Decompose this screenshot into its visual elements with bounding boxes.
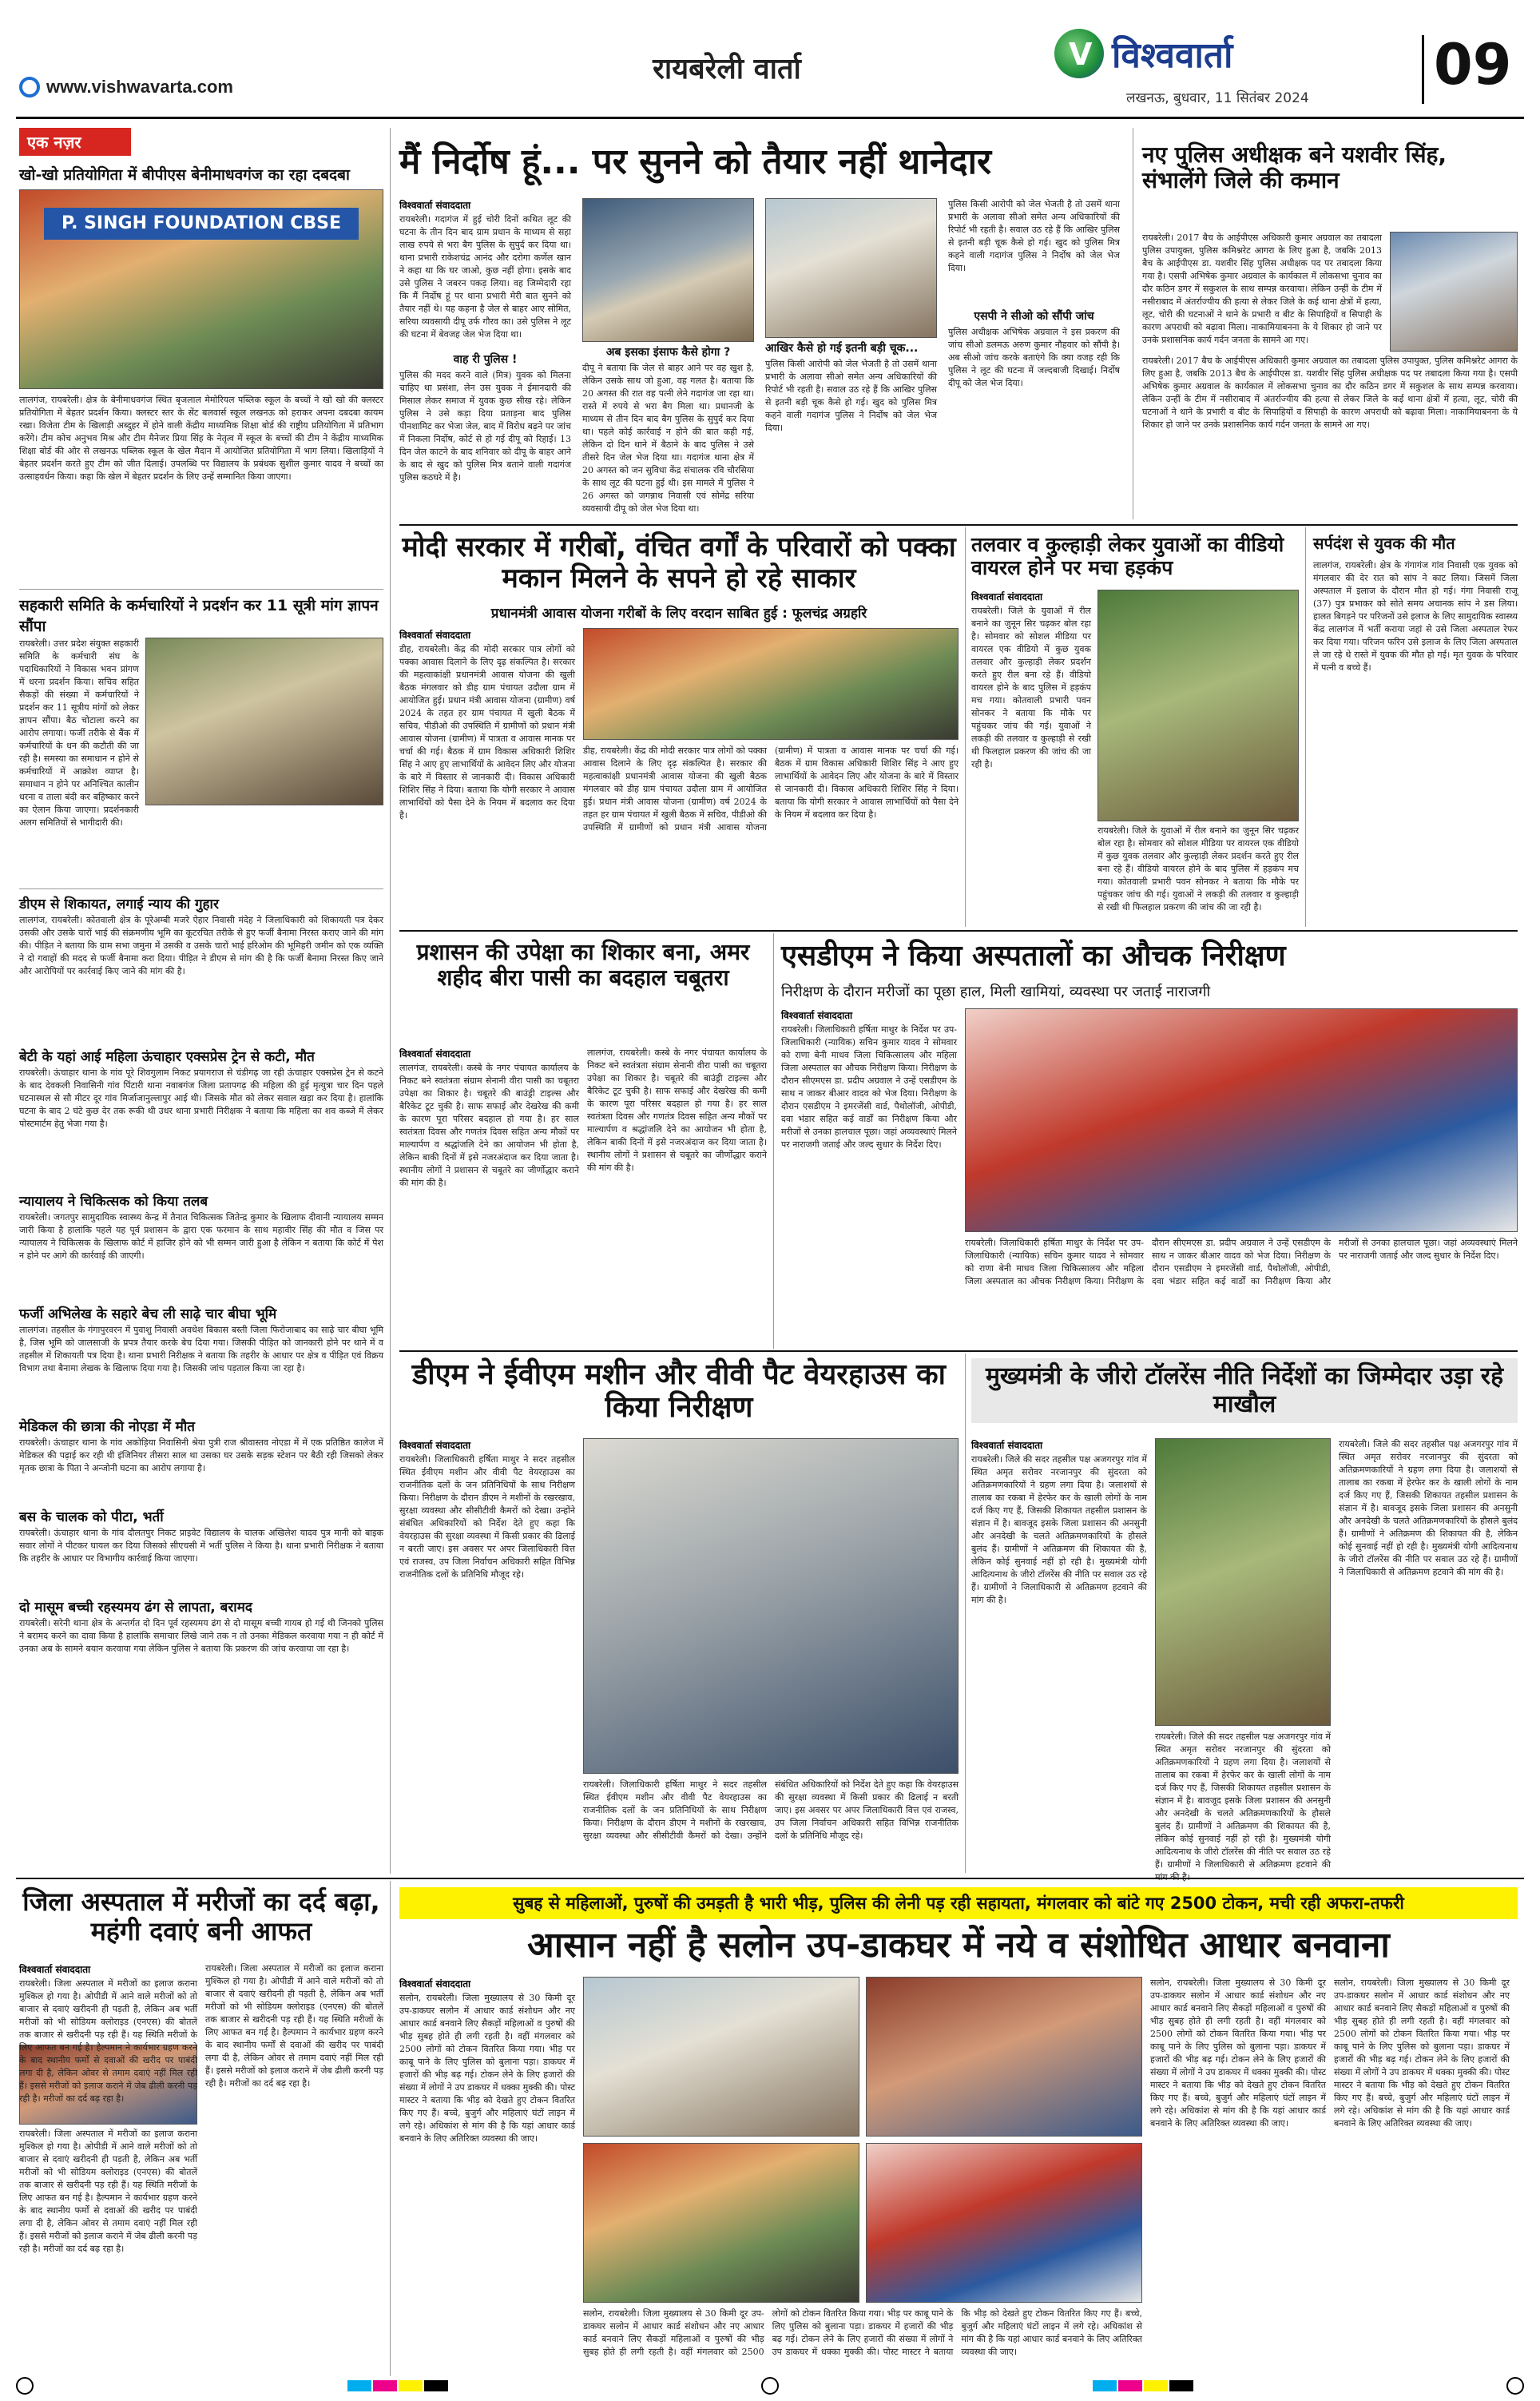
lead-body1: रायबरेली। गदागंज में हुई चोरी दिनों कथित लूट की घटना के तीन दिन बाद ग्राम प्रधान के माध्यम से सहा लाख रुपये से भरा बैग पुलिस के सुपुर्द कर दिया था। थाना प्रभारी राकेशचंद्र आनंद और दरोगा कर्णेल खान ने कहा था कि घर जाओ, कुछ नहीं होगा। इसके बाद उसे पुलिस ने जबरन पकड़ लिया। वह जिम्मेदारी रहा कि मैं निर्दोष हूं पर थाना प्रभारी मेरी बात सुनने को तैयार नहीं थे। यह कहना है जेल से बाहर आए सोमित, सरिया व्यवसायी दीपू उर्फ गौरव का। उसे पुलिस ने लूट की घटना में बेवजह जेल भेज दिया था।: [399, 214, 571, 340]
brief2-body: रायबरेली। ऊंचाहार थाना के गांव पूरे शिवगुलाम निकट प्रयागराज से चंडीगढ़ जा रही ऊंचाहार एक्सप्रेस ट्रेन से कटने के बाद देवकली निवासिनी गांव पिंटारी थाना नवाबगंज जिला प्रतापगढ़ की महिला की हुई मृत्युत्रा चार दिन पहले घटनास्थल से सौ मीटर दूर गांव मिर्जाजानुल्लापुर आई थी। जिसके मौत को लेकर सवाल खड़ा कर दिया है। हालांकि घटना के बाद 2 घंटे कुछ देर तक रूकी थी उधर थाना प्रभारी निरीक्षक ने बताया कि महिला का शव कब्जे में लेकर पोस्टमार्टम हेतु भेजा गया है।: [19, 1067, 383, 1129]
lead-body4b: पुलिस किसी आरोपी को जेल भेजती है तो उसमें थाना प्रभारी के अलावा सीओ समेत अन्य अधिकारियों की रिपोर्ट भी रहती है। सवाल उठ रहे हैं कि आखिर पुलिस से इतनी बड़ी चूक कैसे हो गई। खुद को पुलिस मित्र कहने वाली गदागंज पुलिस ने निर्दोष को जेल भेज दिया।: [948, 199, 1120, 273]
pm-subhead: प्रधानमंत्री आवास योजना गरीबों के लिए वरदान साबित हुई : फूलचंद्र अग्रहरि: [490, 606, 867, 622]
lead-body5: पुलिस अधीक्षक अभिषेक अग्रवाल ने इस प्रकरण की जांच सीओ डलमऊ अरुण कुमार नौहवार को सौंपी है। अब सीओ जांच करके बताएंगे कि क्या वजह रही कि पुलिस ने लूट की घटना में जल्दबाजी दिखाई। निर्दोष दीपू को जेल भेज दिया।: [948, 327, 1120, 388]
lead-photo-1: [582, 198, 754, 342]
lead-body2: पुलिस की मदद करने वाले (मित्र) युवक को मिलना चाहिए था प्रसंशा, लेन उस युवक ने ईमानदारी की मिसाल लेकर समाज में युवक कुछ सीख रहे। लेकिन पुलिस ने उसे कड़ा दिया प्रताड़ना बाद पुलिस पीनशामिट कर भेजा जेल, बाद में विरोध बढ़ने पर जांच में निकला निर्दोष, कोर्ट से हो गई दीपू को रिहाई। 13 दिन जेल काटने के बाद शनिवार को दीपू के बाहर आने के बाद से खुद को पुलिस मित्र बताने वाली गदागंज पुलिस कठघरे में है।: [399, 370, 571, 483]
viral-video-photo: [1097, 590, 1299, 821]
viral-body: रायबरेली। जिले के युवाओं में रील बनाने का जुनून सिर चढ़कर बोल रहा है। सोमवार को सोशल मीडिया पर वायरल एक वीडियो में कुछ युवक तलवार और कुल्हाड़ी लेकर प्रदर्शन करते हुए रील बना रहे हैं। वीडियो वायरल होने के बाद पुलिस में हड़कंप मच गया। कोतवाली प्रभारी पवन सोनकर ने बताया कि मौके पर पहुंचकर जांच की गई। युवाओं ने लकड़ी की तलवार व कुल्हाड़ी से रखी थी फिलहाल प्रकरण की जांच की जा रही है।: [971, 606, 1091, 769]
birapasi-headline: प्रशासन की उपेक्षा का शिकार बना, अमर शहीद बीरा पासी का बदहाल चबूतरा: [416, 939, 750, 992]
cm-headline-box: [971, 1358, 1518, 1423]
sdm-subhead: निरीक्षण के दौरान मरीजों का पूछा हाल, मिली खामियां, व्यवस्था पर जताई नाराजगी: [781, 984, 1211, 1000]
aadhaar-byline: विश्ववार्ता संवाददाता: [399, 1978, 471, 1990]
evm-story: [399, 1438, 959, 1870]
internet-explorer-icon: [19, 77, 40, 97]
story1-body: लालगंज, रायबरेली। क्षेत्र के बेनीमाधवगंज स्थित बृजलाल मेमोरियल पब्लिक स्कूल के बच्चों ने खो खो की क्लस्टर प्रतियोगिता में बेहतर प्रदर्शन किया। क्लस्टर स्तर के सेंट बलवार्स स्कूल लखनऊ को हराकर अपना दबदबा कायम रखा। विजेता टीम के खिलाड़ी अब्दुहर में होने वाली केंद्रीय माध्यमिक शिक्षा बोर्ड की राष्ट्रीय प्रतियोगिता में प्रतिभाग करेंगे। टीम कोच अनुभव मिश्र और टीम मैनेजर प्रिया सिंह के नेतृत्व में स्कूल के बच्चों की टीम ने केंद्रीय माध्यमिक शिक्षा बोर्ड की ओर से लखनऊ पब्लिक स्कूल के खेल मैदान में आयोजित प्रतियोगिता में भाग लिया। खिलाड़ियों ने बेहतर प्रदर्शन करते हुए टीम को जीत दिलाई। उपलब्धि पर विद्यालय के प्रबंधक सुशील कुमार यादव ने बच्चों का उत्साहवर्धन किया। कहा कि खेल में बेहतर प्रदर्शन के लिए उन्हें सम्मानित किया जाएगा।: [19, 395, 383, 482]
banner-text: P. SINGH FOUNDATION CBSE: [44, 208, 359, 240]
sdm-byline: विश्ववार्ता संवाददाता: [781, 1010, 853, 1021]
paper-logo: [1054, 29, 1232, 78]
website-link[interactable]: [19, 77, 233, 97]
viral-byline: विश्ववार्ता संवाददाता: [971, 591, 1043, 602]
registration-strip: [16, 2378, 1524, 2394]
crowd-photo-2: [866, 2143, 1142, 2303]
viral-body-cont: रायबरेली। जिले के युवाओं में रील बनाने का जुनून सिर चढ़कर बोल रहा है। सोमवार को सोशल मीडिया पर वायरल एक वीडियो में कुछ युवक तलवार और कुल्हाड़ी लेकर प्रदर्शन करते हुए रील बना रहे हैं। वीडियो वायरल होने के बाद पुलिस में हड़कंप मच गया। कोतवाली प्रभारी पवन सोनकर ने बताया कि मौके पर पहुंचकर जांच की गई। युवाओं ने लकड़ी की तलवार व कुल्हाड़ी से रखी थी फिलहाल प्रकरण की जांच की जा रही है।: [1097, 825, 1299, 912]
sp-body-cont: रायबरेली। 2017 बैच के आईपीएस अधिकारी कुमार अग्रवाल का तबादला पुलिस उपायुक्त, पुलिस कमिश्नरेट आगरा के लिए हुआ है, जबकि 2013 बैच के आईपीएस डा. यशवीर सिंह पुलिस अधीक्षक पद पर तबादला किया गया है। एसपी अभिषेक कुमार अग्रवाल के कार्यकाल में लोकसभा चुनाव का दौर कठिन डगर में सकुशल के साथ सम्पन्न करवाया। लेकिन उन्हीं के टीम में नसीराबाद में अंतर्राज्यीय की हत्या से लेकर जिले के कई थाना क्षेत्रों में हत्या, लूट, चोरी की घटनाओं ने थाने के प्रभारी व बीट के सिपाहियों व सिपाही के कारण अपराधी को बढ़ावा मिला। नाकामियाबनना के ये शिकार हो जाने पर उनके प्रशासनिक कार्य गर्दन जनता के सामने आ गए।: [1142, 356, 1518, 430]
dateline: लखनऊ, बुधवार, 11 सितंबर 2024: [1126, 90, 1309, 106]
paper-name: विश्ववार्ता: [1112, 35, 1233, 76]
ek-nazar-label: एक नज़र: [19, 128, 131, 156]
cm-body: रायबरेली। जिले की सदर तहसील पक्ष अजगरपुर गांव में स्थित अमृत सरोवर नरजानपुर की सुंदरता को अतिक्रमणकारियों ने ग्रहण लगा दिया है। जलाशयों से तालाब का रकबा में हेरफेर कर के खाली लोगों के नाम दर्ज किए गए हैं, जिसकी शिकायत तहसील प्रशासन के संज्ञान में है। बावजूद इसके जिला प्रशासन की अनसुनी और अनदेखी के चलते अतिक्रमणकारियों के हौसले बुलंद हैं। ग्रामीणों ने अतिक्रमण की शिकायत की है, लेकिन कोई सुनवाई नहीं हो रही है। मुख्यमंत्री योगी आदित्यनाथ के जीरो टॉलरेंस की नीति पर सवाल उठ रहे हैं। ग्रामीणों ने जिलाधिकारी से अतिक्रमण हटवाने की मांग की है।: [971, 1454, 1147, 1605]
pm-meeting-photo: [583, 628, 959, 740]
pm-body: डीह, रायबरेली। केंद्र की मोदी सरकार पात्र लोगों को पक्का आवास दिलाने के लिए दृढ़ संकल्पित है। सरकार की महत्वाकांक्षी प्रधानमंत्री आवास योजना की खुली बैठक मंगलवार को डीह ग्राम पंचायत उदौला ग्राम में आयोजित हुई। प्रधान मंत्री आवास योजना (ग्रामीण) वर्ष 2024 के तहत हर ग्राम पंचायत में खुली बैठक में सचिव, पीडीओ की उपस्थिति में ग्रामीणों को प्रधान मंत्री आवास योजना (ग्रामीण) में पात्रता व आवास मानक पर चर्चा की गई। बैठक में ग्राम विकास अधिकारी शिशिर सिंह ने आए हुए लाभार्थियों के आवेदन लिए और योजना के बारे में विस्तार से जानकारी दी। विकास अधिकारी शिशिर सिंह ने दिया। बताया कि योगी सरकार ने आवास लाभार्थियों को पैसा देने के नियम में बदलाव कर दिया है।: [399, 644, 575, 821]
brief6-headline: बस के चालक को पीटा, भर्ती: [19, 1509, 164, 1525]
birapasi-body-cont: लालगंज, रायबरेली। कस्बे के नगर पंचायत कार्यालय के निकट बने स्वतंत्रता संग्राम सेनानी वीरा पासी का चबूतरा उपेक्षा का शिकार है। चबूतरे की बाउंड्री टाइल्स और बैरिकेट टूट चुकी है। साफ सफाई और देखरेख की कमी के कारण पूरा परिसर बदहाल हो गया है। हर साल स्वतंत्रता दिवस और गणतंत्र दिवस सहित अन्य मौकों पर माल्यार्पण व श्रद्धांजलि देने का आयोजन भी होता है, लेकिन बाकी दिनों में इसे नजरअंदाज कर दिया जाता है। स्थानीय लोगों ने प्रशासन से चबूतरे का जीर्णोद्धार कराने की मांग की है।: [587, 1047, 767, 1173]
story2-body: रायबरेली। उत्तर प्रदेश संयुक्त सहकारी समिति के कर्मचारी संघ के पदाधिकारियों ने विकास भवन प्रांगण में धरना प्रदर्शन किया। सचिव सहित सैकड़ों की संख्या में कर्मचारियों ने प्रदर्शन कर 11 सूत्रीय मांगों को लेकर ज्ञापन सौंपा। बैठ चोटाला करने का आरोप लगाया। फर्जी तरीके से बैंक में कर्मचारियों के धन की कटौती की जा रही है। समस्या का समाधान न होने से कर्मचारियों में आक्रोश व्याप्त है। समाधान न होने पर अनिश्चित कालीन धरना व ताला बंदी कर बहिष्कार करने का ऐलान किया जाएगा। प्रदर्शनकारी अलग समितियों से भागीदारी की।: [19, 638, 139, 828]
evm-byline: विश्ववार्ता संवाददाता: [399, 1440, 471, 1451]
lead-sub3: आखिर कैसे हो गई इतनी बड़ी चूक...: [765, 342, 919, 355]
left-column: [19, 128, 383, 1874]
brief2-headline: बेटी के यहां आई महिला ऊंचाहार एक्सप्रेस ट्रेन से कटी, मौत: [19, 1049, 315, 1065]
lead-sub2: अब इसका इंसाफ कैसे होगा ?: [605, 346, 731, 359]
protest-photo: [145, 638, 383, 805]
registration-mark-icon: [16, 2377, 34, 2395]
cm-story: [971, 1438, 1518, 1870]
lead-photo-2: [765, 198, 937, 338]
sdm-body-cont: रायबरेली। जिलाधिकारी हर्षिता माथुर के निर्देश पर उप-जिलाधिकारी (न्यायिक) सचिन कुमार यादव ने सोमवार को राणा बेनी माधव जिला चिकित्सालय और महिला जिला अस्पताल का औचक निरीक्षण किया। निरीक्षण के दौरान सीएमएस डा. प्रदीप अग्रवाल ने उन्हें एसडीएम के साथ न जाकर बीआर वादव को भेज दिया। निरीक्षण के दौरान एसडीएम ने इमरजेंसी वार्ड, पैथोलॉजी, ओपीडी, दवा भंडार सहित कई वार्डों का निरीक्षण किया और मरीजों से उनका हालचाल पूछा। जहां अव्यवस्थाएं मिलने पर नाराजगी जताई और जल्द सुधार के निर्देश दिए।: [965, 1238, 1518, 1286]
aadhaar-body-cont3: सलोन, रायबरेली। जिला मुख्यालय से 30 किमी दूर उप-डाकघर सलोन में आधार कार्ड संशोधन और नए आधार कार्ड बनवाने लिए सैकड़ों महिलाओं व पुरुषों की भीड़ सुबह होते ही लगी रहती है। वहीं मंगलवार को 2500 लोगों को टोकन वितरित किया गया। भीड़ पर काबू पाने के लिए पुलिस को बुलाना पड़ा। डाकघर में हजारों की भीड़ बढ़ गई। टोकन लेने के लिए हजारों की संख्या में लोगों ने उप डाकघर में धक्का मुक्की की। पोस्ट मास्टर ने बताया कि भीड़ को देखते हुए टोकन वितरित किए गए हैं। बच्चे, बुजुर्ग और महिलाएं घंटों लाइन में लगे रहे। अधिकांश से मांग की है कि यहां आधार कार्ड बनवाने के लिए अतिरिक्त व्यवस्था की जाए।: [1334, 1978, 1510, 2129]
birapasi-byline: विश्ववार्ता संवाददाता: [399, 1048, 471, 1059]
hospital-body: रायबरेली। जिला अस्पताल में मरीजों का इलाज कराना मुश्किल हो गया है। ओपीडी में आने वाले मरीजों को तो बाजार से दवाएं खरीदनी ही पड़ती है, लेकिन अब भर्ती मरीजों को भी सोडियम क्लोराइड (एनएस) की बोतलें तक बाजार से खरीदनी पड़ रही हैं। यह स्थिति मरीजों के लिए आफत बन गई है। हैल्पमान ने कार्यभार ग्रहण करने के बाद स्थानीय फर्मों से दवाओं की खरीद पर पाबंदी लगा दी है, लेकिन ओवर से तमाम दवाएं नहीं मिल रही हैं। इससे मरीजों को इलाज कराने में जेब ढीली करनी पड़ रही है। मरीजों का दर्द बढ़ रहा है।: [19, 1978, 197, 2104]
cm-byline: विश्ववार्ता संवाददाता: [971, 1440, 1043, 1451]
color-bar: [347, 2380, 448, 2391]
brief7-body: रायबरेली। सरेनी थाना क्षेत्र के अन्तर्गत दो दिन पूर्व रहस्यमय ढंग से दो मासूम बच्ची गायब हो गई थी जिनको पुलिस ने बरामद करने का दावा किया है हालांकि समाचार लिखे जाने तक न तो उनका मेडिकल करवाया गया न ही कोर्ट में उनका अब के सामने बयान करवाया गया लेकिन पुलिस ने बताया कि प्रकरण की जांच करवाया जा रहा है।: [19, 1618, 383, 1654]
queue-photo: [583, 2143, 859, 2303]
story2-headline: सहकारी समिति के कर्मचारियों ने प्रदर्शन कर 11 सूत्री मांग ज्ञापन सौंपा: [19, 597, 379, 635]
hospital-body-cont: रायबरेली। जिला अस्पताल में मरीजों का इलाज कराना मुश्किल हो गया है। ओपीडी में आने वाले मरीजों को तो बाजार से दवाएं खरीदनी ही पड़ती है, लेकिन अब भर्ती मरीजों को भी सोडियम क्लोराइड (एनएस) की बोतलें तक बाजार से खरीदनी पड़ रही हैं। यह स्थिति मरीजों के लिए आफत बन गई है। हैल्पमान ने कार्यभार ग्रहण करने के बाद स्थानीय फर्मों से दवाओं की खरीद पर पाबंदी लगा दी है, लेकिन ओवर से तमाम दवाएं नहीं मिल रही हैं। इससे मरीजों को इलाज कराने में जेब ढीली करनी पड़ रही है। मरीजों का दर्द बढ़ रहा है।: [19, 2129, 197, 2254]
lead-body3: दीपू ने बताया कि जेल से बाहर आने पर वह खुश है, लेकिन उसके साथ जो हुआ, वह गलत है। बताया कि 20 अगस्त की रात वह पत्नी लेने गदागंज जा रहा था। रास्ते में रुपये से भरा बैग मिला था। प्रधानजी के माध्यम से तीन दिन बाद बैग पुलिस के सुपुर्द कर दिया था। पहले कोई कार्रवाई न होने की बात कही गई, लेकिन दो दिन थाने में बैठाने के बाद पुलिस ने उसे तीसरे दिन जेल भेज दिया था। गदागंज थाना क्षेत्र में 20 अगस्त को जन सुविधा केंद्र संचालक रवि चौरसिया के साथ लूट की घटना हुई थी। इस मामले में पुलिस ने 26 अगस्त को जगन्नाथ निवासी एवं सोमेंद्र सरिया व्यवसायी दीपू को जेल भेज दिया था।: [582, 363, 754, 514]
pm-body-cont: डीह, रायबरेली। केंद्र की मोदी सरकार पात्र लोगों को पक्का आवास दिलाने के लिए दृढ़ संकल्पित है। सरकार की महत्वाकांक्षी प्रधानमंत्री आवास योजना की खुली बैठक मंगलवार को डीह ग्राम पंचायत उदौला ग्राम में आयोजित हुई। प्रधान मंत्री आवास योजना (ग्रामीण) वर्ष 2024 के तहत हर ग्राम पंचायत में खुली बैठक में सचिव, पीडीओ की उपस्थिति में ग्रामीणों को प्रधान मंत्री आवास योजना (ग्रामीण) में पात्रता व आवास मानक पर चर्चा की गई। बैठक में ग्राम विकास अधिकारी शिशिर सिंह ने आए हुए लाभार्थियों के आवेदन लिए और योजना के बारे में विस्तार से जानकारी दी। विकास अधिकारी शिशिर सिंह ने दिया। बताया कि योगी सरकार ने आवास लाभार्थियों को पैसा देने के नियम में बदलाव कर दिया है।: [583, 745, 959, 833]
pm-story: [399, 628, 959, 924]
pm-byline: विश्ववार्ता संवाददाता: [399, 630, 471, 641]
sp-body: रायबरेली। 2017 बैच के आईपीएस अधिकारी कुमार अग्रवाल का तबादला पुलिस उपायुक्त, पुलिस कमिश्नरेट आगरा के लिए हुआ है, जबकि 2013 बैच के आईपीएस डा. यशवीर सिंह पुलिस अधीक्षक पद पर तबादला किया गया है। एसपी अभिषेक कुमार अग्रवाल के कार्यकाल में लोकसभा चुनाव का दौर कठिन डगर में सकुशल के साथ सम्पन्न करवाया। लेकिन उन्हीं के टीम में नसीराबाद में अंतर्राज्यीय की हत्या से लेकर जिले के कई थाना क्षेत्रों में हत्या, लूट, चोरी की घटनाओं ने थाने के प्रभारी व बीट के सिपाहियों व सिपाही के कारण अपराधी को बढ़ावा मिला। नाकामियाबनना के ये शिकार हो जाने पर उनके प्रशासनिक कार्य गर्दन जनता के सामने आ गए।: [1142, 233, 1382, 345]
brief6-body: रायबरेली। ऊंचाहार थाना के गांव दौलतपुर निकट प्राइवेट विद्यालय के चालक अखिलेश यादव पुत्र मानी को बाइक सवार लोगों ने पीटकर घायल कर दिया जिसको सीएचसी में भर्ती पुलिस ने किया है। थाना प्रभारी निरीक्षक ने बताया कि तहरीर के आधार पर विभागीय कार्रवाई किया जाएगा।: [19, 1528, 383, 1564]
aadhaar-body-cont2: सलोन, रायबरेली। जिला मुख्यालय से 30 किमी दूर उप-डाकघर सलोन में आधार कार्ड संशोधन और नए आधार कार्ड बनवाने लिए सैकड़ों महिलाओं व पुरुषों की भीड़ सुबह होते ही लगी रहती है। वहीं मंगलवार को 2500 लोगों को टोकन वितरित किया गया। भीड़ पर काबू पाने के लिए पुलिस को बुलाना पड़ा। डाकघर में हजारों की भीड़ बढ़ गई। टोकन लेने के लिए हजारों की संख्या में लोगों ने उप डाकघर में धक्का मुक्की की। पोस्ट मास्टर ने बताया कि भीड़ को देखते हुए टोकन वितरित किए गए हैं। बच्चे, बुजुर्ग और महिलाएं घंटों लाइन में लगे रहे। अधिकांश से मांग की है कि यहां आधार कार्ड बनवाने के लिए अतिरिक्त व्यवस्था की जाए।: [1150, 1978, 1326, 2129]
story1-headline: खो-खो प्रतियोगिता में बीपीएस बेनीमाधवगंज का रहा दबदबा: [19, 166, 350, 184]
color-bar: [1093, 2380, 1193, 2391]
brief4-body: लालगंज। तहसील के गंगापुरवरन में पुवाशु निवासी अवधेश बिकास बस्ती जिला फिरोजाबाद का साढ़े चार बीघा भूमि है, जिस भूमि को जालसाजी के प्रपत्र तैयार करके बेच दिया गया। जिसकी पीड़ित को जानकारी होने पर थाने में व तहसील में शिकायती पत्र दिया है। थाना प्रभारी निरीक्षक ने बताया कि तहरीर के आधार पर क्षेत्र व पीड़ित एवं विक्रय विभाग तथा बैनामा लेखक के खिलाफ दिया गया है। जिसकी जांच पड़ताल किया जा रहा है।: [19, 1325, 383, 1373]
aadhaar-story: [399, 1977, 1518, 2370]
lead-story-body: [399, 198, 1126, 518]
sp-portrait-photo: [1390, 232, 1518, 352]
pm-headline: मोदी सरकार में गरीबों, वंचित वर्गों के परिवारों को पक्का मकान मिलने के सपने हो रहे साकार: [402, 531, 956, 595]
crowd-photo: [866, 1977, 1142, 2137]
brief5-headline: मेडिकल की छात्रा की नोएडा में मौत: [19, 1419, 195, 1435]
cm-body-cont2: रायबरेली। जिले की सदर तहसील पक्ष अजगरपुर गांव में स्थित अमृत सरोवर नरजानपुर की सुंदरता को अतिक्रमणकारियों ने ग्रहण लगा दिया है। जलाशयों से तालाब का रकबा में हेरफेर कर के खाली लोगों के नाम दर्ज किए गए हैं, जिसकी शिकायत तहसील प्रशासन के संज्ञान में है। बावजूद इसके जिला प्रशासन की अनसुनी और अनदेखी के चलते अतिक्रमणकारियों के हौसले बुलंद हैं। ग्रामीणों ने अतिक्रमण की शिकायत की है, लेकिन कोई सुनवाई नहीं हो रही है। मुख्यमंत्री योगी आदित्यनाथ के जीरो टॉलरेंस की नीति पर सवाल उठ रहे हैं। ग्रामीणों ने जिलाधिकारी से अतिक्रमण हटवाने की मांग की है।: [1339, 1439, 1518, 1577]
brief4-headline: फर्जी अभिलेख के सहारे बेच ली साढ़े चार बीघा भूमि: [19, 1306, 277, 1322]
lead-sub1: वाह री पुलिस !: [453, 353, 518, 366]
registration-mark-icon: [1506, 2377, 1524, 2395]
post-office-photo: [583, 1977, 859, 2137]
brief1-body: लालगंज, रायबरेली। कोतवाली क्षेत्र के पूरेअम्बी मजरे ऐहार निवासी मंदेह ने जिलाधिकारी को शिकायती पत्र देकर उसकी और उसके चारों भाई की संक्रमणीय भूमि का कूटरचित तरीके से हुए फर्जी बैनामा निरस्त कराए जाने की मांग की। पीड़ित ने बताया कि ग्राम सभा जमुना में उसकी व उसके चारों भाई हरिओम की भूमिहरी जमीन को एक व्यक्ति ने दो गवाहों की मदद से फर्जी बैनामा करा दिया। पीड़ित ने डीएम से मांग की है कि फर्जी बैनामा निरस्त किए जाने और आरोपियों पर कार्रवाई किए जाने की मांग की है।: [19, 915, 383, 976]
sdm-hospital-photo: [965, 1008, 1518, 1232]
lead-headline: मैं निर्दोष हूं... पर सुनने को तैयार नहीं थानेदार: [399, 141, 991, 182]
hospital-story: [19, 1962, 383, 2370]
masthead-rule: [16, 117, 1524, 119]
section-title: रायबरेली वार्ता: [653, 52, 801, 85]
brief1-headline: डीएम से शिकायत, लगाई न्याय की गुहार: [19, 896, 219, 912]
cm-headline: मुख्यमंत्री के जीरो टॉलरेंस नीति निर्देशों का जिम्मेदार उड़ा रहे माखौल: [985, 1362, 1504, 1418]
evm-body: रायबरेली। जिलाधिकारी हर्षिता माथुर ने सदर तहसील स्थित ईवीएम मशीन और वीवी पैट वेयरहाउस का राजनीतिक दलों के जन प्रतिनिधियों के साथ निरीक्षण किया। निरीक्षण के दौरान डीएम ने मशीनों के रखरखाव, सुरक्षा व्यवस्था और सीसीटीवी कैमरों को देखा। उन्होंने संबंधित अधिकारियों को निर्देश देते हुए कहा कि वेयरहाउस की सुरक्षा व्यवस्था में किसी प्रकार की ढिलाई न बरती जाए। इस अवसर पर अपर जिलाधिकारी वित्त एवं राजस्व, उप जिला निर्वाचन अधिकारी सहित विभिन्न राजनीतिक दलों के प्रतिनिधि मौजूद रहे।: [399, 1454, 575, 1580]
brief3-body: रायबरेली। जगतपुर सामुदायिक स्वास्थ्य केन्द्र में तैनात चिकित्सक जितेन्द्र कुमार के खिलाफ दीवानी न्यायालय सम्मन जारी किया है हालांकि पहले यह पूर्व प्रशासन के द्वारा एक फरमान के साथ महावीर सिंह की मौत व जिस पर न्यायालय ने चिकित्सक के खिलाफ कोर्ट में हाजिर होने को भी सम्मन जारी हुआ है लेकिन न बताया कि कोर्ट में पेश न होने पर आगे की कार्रवाई की जाएगी।: [19, 1212, 383, 1261]
aadhaar-body: सलोन, रायबरेली। जिला मुख्यालय से 30 किमी दूर उप-डाकघर सलोन में आधार कार्ड संशोधन और नए आधार कार्ड बनवाने लिए सैकड़ों महिलाओं व पुरुषों की भीड़ सुबह होते ही लगी रहती है। वहीं मंगलवार को 2500 लोगों को टोकन वितरित किया गया। भीड़ पर काबू पाने के लिए पुलिस को बुलाना पड़ा। डाकघर में हजारों की भीड़ बढ़ गई। टोकन लेने के लिए हजारों की संख्या में लोगों ने उप डाकघर में धक्का मुक्की की। पोस्ट मास्टर ने बताया कि भीड़ को देखते हुए टोकन वितरित किए गए हैं। बच्चे, बुजुर्ग और महिलाएं घंटों लाइन में लगे रहे। अधिकांश से मांग की है कि यहां आधार कार्ड बनवाने के लिए अतिरिक्त व्यवस्था की जाए।: [399, 1993, 575, 2144]
cm-pond-photo: [1155, 1438, 1331, 1726]
viral-headline: तलवार व कुल्हाड़ी लेकर युवाओं का वीडियो वायरल होने पर मचा हड़कंप: [971, 533, 1284, 579]
aadhaar-headline: आसान नहीं है सलोन उप-डाकघर में नये व संशोधित आधार बनवाना: [527, 1925, 1390, 1966]
evm-warehouse-photo: [583, 1438, 959, 1774]
sp-headline: नए पुलिस अधीक्षक बने यशवीर सिंह, संभालेंगे जिले की कमान: [1142, 141, 1447, 194]
sp-story: [1142, 232, 1518, 519]
registration-mark-icon: [761, 2377, 779, 2395]
hospital-byline: विश्ववार्ता संवाददाता: [19, 1964, 91, 1975]
snake-body: लालगंज, रायबरेली। क्षेत्र के गंगागंज गांव निवासी एक युवक को मंगलवार की देर रात को सांप ने काट लिया। जिसमें जिला अस्पताल में इलाज के दौरान मौत हो गई। गंगा निवासी राजू (37) पुत्र प्रभाकर को सोते समय अचानक सांप ने डस लिया। हालत बिगड़ने पर परिजनों उसे इलाज के लिए सामुदायिक स्वास्थ्य केंद्र लालगंज में भर्ती कराया जहां से उसे जिला अस्पताल रेफर कर दिया गया। परिजन फरिन उसे इलाज के लिए जिला अस्पताल ले जा रहे थे रास्ते में युवक की मौत हो गई। मृत युवक के परिवार में पत्नी व बच्चे हैं।: [1313, 560, 1518, 673]
viral-story: [971, 590, 1299, 925]
snake-headline: सर्पदंश से युवक की मौत: [1313, 534, 1455, 553]
lead-body4: पुलिस किसी आरोपी को जेल भेजती है तो उसमें थाना प्रभारी के अलावा सीओ समेत अन्य अधिकारियों की रिपोर्ट भी रहती है। सवाल उठ रहे हैं कि आखिर पुलिस से इतनी बड़ी चूक कैसे हो गई। खुद को पुलिस मित्र कहने वाली गदागंज पुलिस ने निर्दोष को जेल भेज दिया।: [765, 359, 937, 433]
website-url: www.vishwavarta.com: [46, 77, 233, 97]
birapasi-body: लालगंज, रायबरेली। कस्बे के नगर पंचायत कार्यालय के निकट बने स्वतंत्रता संग्राम सेनानी वीरा पासी का चबूतरा उपेक्षा का शिकार है। चबूतरे की बाउंड्री टाइल्स और बैरिकेट टूट चुकी है। साफ सफाई और देखरेख की कमी के कारण पूरा परिसर बदहाल हो गया है। हर साल स्वतंत्रता दिवस और गणतंत्र दिवस सहित अन्य मौकों पर माल्यार्पण व श्रद्धांजलि देने का आयोजन भी होता है, लेकिन बाकी दिनों में इसे नजरअंदाज कर दिया जाता है। स्थानीय लोगों ने प्रशासन से चबूतरे का जीर्णोद्धार कराने की मांग की है।: [399, 1063, 579, 1188]
brief3-headline: न्यायालय ने चिकित्सक को किया तलब: [19, 1194, 208, 1210]
brief5-body: रायबरेली। ऊंचाहार थाना के गांव अकोड़िया निवासिनी श्रेया पुत्री राज श्रीवास्तव नोएडा में में एक प्रतिष्ठित कालेज में मेडिकल की पढ़ाई कर रही थी इंजिनियर तीसरा साल था उसका घर उसके सड़क स्टेशन पर बैठी रही जिसको लेकर मृतक छात्रा के पिता ने अन्जोनी घटना का आरोप लगाया है।: [19, 1437, 383, 1473]
birapasi-story: [399, 1047, 767, 1342]
lead-byline: विश्ववार्ता संवाददाता: [399, 200, 471, 211]
brief7-headline: दो मासूम बच्ची रहस्यमय ढंग से लापता, बरामद: [19, 1600, 252, 1616]
sdm-body: रायबरेली। जिलाधिकारी हर्षिता माथुर के निर्देश पर उप-जिलाधिकारी (न्यायिक) सचिन कुमार यादव ने सोमवार को राणा बेनी माधव जिला चिकित्सालय और महिला जिला अस्पताल का औचक निरीक्षण किया। निरीक्षण के दौरान सीएमएस डा. प्रदीप अग्रवाल ने उन्हें एसडीएम के साथ न जाकर बीआर वादव को भेज दिया। निरीक्षण के दौरान एसडीएम ने इमरजेंसी वार्ड, पैथोलॉजी, ओपीडी, दवा भंडार सहित कई वार्डों का निरीक्षण किया और मरीजों से उनका हालचाल पूछा। जहां अव्यवस्थाएं मिलने पर नाराजगी जताई और जल्द सुधार के निर्देश दिए।: [781, 1024, 957, 1150]
hospital-body-cont2: रायबरेली। जिला अस्पताल में मरीजों का इलाज कराना मुश्किल हो गया है। ओपीडी में आने वाले मरीजों को तो बाजार से दवाएं खरीदनी ही पड़ती है, लेकिन अब भर्ती मरीजों को भी सोडियम क्लोराइड (एनएस) की बोतलें तक बाजार से खरीदनी पड़ रही हैं। यह स्थिति मरीजों के लिए आफत बन गई है। हैल्पमान ने कार्यभार ग्रहण करने के बाद स्थानीय फर्मों से दवाओं की खरीद पर पाबंदी लगा दी है, लेकिन ओवर से तमाम दवाएं नहीं मिल रही हैं। इससे मरीजों को इलाज कराने में जेब ढीली करनी पड़ रही है। मरीजों का दर्द बढ़ रहा है।: [205, 1963, 383, 2089]
khokho-team-photo: [19, 189, 383, 389]
aadhaar-body-cont: सलोन, रायबरेली। जिला मुख्यालय से 30 किमी दूर उप-डाकघर सलोन में आधार कार्ड संशोधन और नए आधार कार्ड बनवाने लिए सैकड़ों महिलाओं व पुरुषों की भीड़ सुबह होते ही लगी रहती है। वहीं मंगलवार को 2500 लोगों को टोकन वितरित किया गया। भीड़ पर काबू पाने के लिए पुलिस को बुलाना पड़ा। डाकघर में हजारों की भीड़ बढ़ गई। टोकन लेने के लिए हजारों की संख्या में लोगों ने उप डाकघर में धक्का मुक्की की। पोस्ट मास्टर ने बताया कि भीड़ को देखते हुए टोकन वितरित किए गए हैं। बच्चे, बुजुर्ग और महिलाएं घंटों लाइन में लगे रहे। अधिकांश से मांग की है कि यहां आधार कार्ड बनवाने के लिए अतिरिक्त व्यवस्था की जाए।: [583, 2308, 1142, 2357]
sdm-headline: एसडीएम ने किया अस्पतालों का औचक निरीक्षण: [781, 940, 1286, 972]
sdm-story: [781, 1008, 1518, 1344]
page-number: 09: [1434, 32, 1512, 97]
lead-sub4: एसपी ने सीओ को सौंपी जांच: [974, 310, 1094, 323]
aadhaar-band: सुबह से महिलाओं, पुरुषों की उमड़ती है भारी भीड़, पुलिस की लेनी पड़ रही सहायता, मंगलवार को बांटे गए 2500 टोकन, मची रही अफरा-तफरी: [399, 1887, 1518, 1919]
evm-headline: डीएम ने ईवीएम मशीन और वीवी पैट वेयरहाउस का किया निरीक्षण: [412, 1358, 946, 1425]
globe-logo-icon: V: [1054, 29, 1104, 78]
hospital-headline: जिला अस्पताल में मरीजों का दर्द बढ़ा, महंगी दवाएं बनी आफत: [22, 1886, 380, 1946]
evm-body-cont: रायबरेली। जिलाधिकारी हर्षिता माथुर ने सदर तहसील स्थित ईवीएम मशीन और वीवी पैट वेयरहाउस का राजनीतिक दलों के जन प्रतिनिधियों के साथ निरीक्षण किया। निरीक्षण के दौरान डीएम ने मशीनों के रखरखाव, सुरक्षा व्यवस्था और सीसीटीवी कैमरों को देखा। उन्होंने संबंधित अधिकारियों को निर्देश देते हुए कहा कि वेयरहाउस की सुरक्षा व्यवस्था में किसी प्रकार की ढिलाई न बरती जाए। इस अवसर पर अपर जिलाधिकारी वित्त एवं राजस्व, उप जिला निर्वाचन अधिकारी सहित विभिन्न राजनीतिक दलों के प्रतिनिधि मौजूद रहे।: [583, 1779, 959, 1841]
cm-body-cont: रायबरेली। जिले की सदर तहसील पक्ष अजगरपुर गांव में स्थित अमृत सरोवर नरजानपुर की सुंदरता को अतिक्रमणकारियों ने ग्रहण लगा दिया है। जलाशयों से तालाब का रकबा में हेरफेर कर के खाली लोगों के नाम दर्ज किए गए हैं, जिसकी शिकायत तहसील प्रशासन के संज्ञान में है। बावजूद इसके जिला प्रशासन की अनसुनी और अनदेखी के चलते अतिक्रमणकारियों के हौसले बुलंद हैं। ग्रामीणों ने अतिक्रमण की शिकायत की है, लेकिन कोई सुनवाई नहीं हो रही है। मुख्यमंत्री योगी आदित्यनाथ के जीरो टॉलरेंस की नीति पर सवाल उठ रहे हैं। ग्रामीणों ने जिलाधिकारी से अतिक्रमण हटवाने की: [1155, 1731, 1331, 1870]
